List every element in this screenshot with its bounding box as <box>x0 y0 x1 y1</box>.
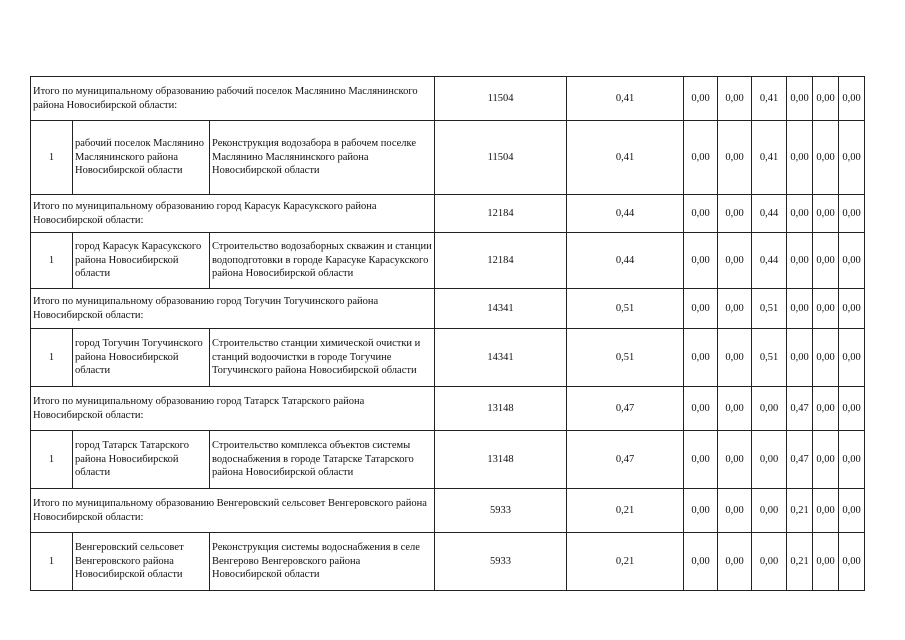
year-value-cell: 0,00 <box>839 233 865 289</box>
total-row <box>31 195 865 233</box>
volume-cell: 5933 <box>435 489 567 533</box>
year-value-cell: 0,41 <box>752 121 787 195</box>
row-number: 1 <box>31 233 73 289</box>
year-value-cell: 0,00 <box>787 289 813 329</box>
year-value-cell: 0,41 <box>752 77 787 121</box>
year-value-cell: 0,00 <box>684 387 718 431</box>
year-value-cell: 0,00 <box>718 431 752 489</box>
year-value-cell: 0,00 <box>839 77 865 121</box>
table-body <box>31 77 865 591</box>
municipality-name: рабочий поселок Маслянино Маслянинского района Новосибирской области <box>73 121 210 195</box>
year-value-cell: 0,00 <box>839 289 865 329</box>
year-value-cell: 0,00 <box>787 195 813 233</box>
year-value-cell: 0,00 <box>684 489 718 533</box>
share-cell: 0,44 <box>567 195 684 233</box>
volume-cell: 12184 <box>435 195 567 233</box>
municipality-name: город Тогучин Тогучинского района Новосибирской области <box>73 329 210 387</box>
year-value-cell: 0,00 <box>684 195 718 233</box>
year-value-cell: 0,00 <box>813 195 839 233</box>
year-value-cell: 0,00 <box>787 121 813 195</box>
year-value-cell: 0,00 <box>839 195 865 233</box>
year-value-cell: 0,00 <box>684 121 718 195</box>
share-cell: 0,51 <box>567 329 684 387</box>
year-value-cell: 0,00 <box>813 289 839 329</box>
year-value-cell: 0,00 <box>684 77 718 121</box>
total-label: Итого по муниципальному образованию город Тогучин Тогучинского района Новосибирской области: <box>31 289 435 329</box>
share-cell: 0,41 <box>567 121 684 195</box>
funding-table <box>30 76 865 591</box>
project-name: Реконструкция системы водоснабжения в селе Венгерово Венгеровского района Новосибирской области <box>210 533 435 591</box>
year-value-cell: 0,00 <box>839 489 865 533</box>
year-value-cell: 0,00 <box>839 329 865 387</box>
share-cell: 0,47 <box>567 431 684 489</box>
share-cell: 0,21 <box>567 489 684 533</box>
year-value-cell: 0,00 <box>813 533 839 591</box>
project-name: Строительство станции химической очистки и станций водоочистки в городе Тогучине Тогучинского района Новосибирской области <box>210 329 435 387</box>
year-value-cell: 0,00 <box>813 329 839 387</box>
year-value-cell: 0,00 <box>684 289 718 329</box>
municipality-name: город Татарск Татарского района Новосибирской области <box>73 431 210 489</box>
year-value-cell: 0,00 <box>839 533 865 591</box>
year-value-cell: 0,00 <box>752 431 787 489</box>
year-value-cell: 0,00 <box>718 533 752 591</box>
year-value-cell: 0,00 <box>718 121 752 195</box>
year-value-cell: 0,00 <box>684 431 718 489</box>
year-value-cell: 0,00 <box>752 489 787 533</box>
total-row <box>31 289 865 329</box>
table-row <box>31 533 865 591</box>
year-value-cell: 0,21 <box>787 489 813 533</box>
share-cell: 0,21 <box>567 533 684 591</box>
row-number: 1 <box>31 431 73 489</box>
project-name: Строительство водозаборных скважин и станции водоподготовки в городе Карасуке Карасукского района Новосибирской области <box>210 233 435 289</box>
year-value-cell: 0,00 <box>718 195 752 233</box>
share-cell: 0,44 <box>567 233 684 289</box>
row-number: 1 <box>31 533 73 591</box>
row-number: 1 <box>31 329 73 387</box>
year-value-cell: 0,44 <box>752 195 787 233</box>
year-value-cell: 0,00 <box>839 387 865 431</box>
total-label: Итого по муниципальному образованию Венгеровский сельсовет Венгеровского района Новосибирской области: <box>31 489 435 533</box>
volume-cell: 11504 <box>435 77 567 121</box>
volume-cell: 5933 <box>435 533 567 591</box>
table-row <box>31 121 865 195</box>
year-value-cell: 0,44 <box>752 233 787 289</box>
year-value-cell: 0,00 <box>813 233 839 289</box>
year-value-cell: 0,00 <box>839 431 865 489</box>
total-label: Итого по муниципальному образованию рабочий поселок Маслянино Маслянинского района Новосибирской области: <box>31 77 435 121</box>
year-value-cell: 0,00 <box>718 387 752 431</box>
share-cell: 0,47 <box>567 387 684 431</box>
year-value-cell: 0,00 <box>752 533 787 591</box>
volume-cell: 11504 <box>435 121 567 195</box>
share-cell: 0,51 <box>567 289 684 329</box>
project-name: Реконструкция водозабора в рабочем поселке Маслянино Маслянинского района Новосибирской области <box>210 121 435 195</box>
total-row <box>31 489 865 533</box>
year-value-cell: 0,00 <box>787 77 813 121</box>
year-value-cell: 0,00 <box>718 489 752 533</box>
year-value-cell: 0,00 <box>718 233 752 289</box>
table-row <box>31 329 865 387</box>
year-value-cell: 0,00 <box>839 121 865 195</box>
total-row <box>31 77 865 121</box>
year-value-cell: 0,00 <box>752 387 787 431</box>
total-label: Итого по муниципальному образованию город Карасук Карасукского района Новосибирской области: <box>31 195 435 233</box>
year-value-cell: 0,00 <box>684 233 718 289</box>
total-label: Итого по муниципальному образованию город Татарск Татарского района Новосибирской области: <box>31 387 435 431</box>
year-value-cell: 0,00 <box>684 329 718 387</box>
municipality-name: город Карасук Карасукского района Новосибирской области <box>73 233 210 289</box>
year-value-cell: 0,00 <box>787 329 813 387</box>
table-row <box>31 431 865 489</box>
year-value-cell: 0,00 <box>718 77 752 121</box>
year-value-cell: 0,00 <box>813 489 839 533</box>
year-value-cell: 0,21 <box>787 533 813 591</box>
year-value-cell: 0,47 <box>787 387 813 431</box>
volume-cell: 13148 <box>435 431 567 489</box>
year-value-cell: 0,00 <box>718 289 752 329</box>
year-value-cell: 0,00 <box>787 233 813 289</box>
volume-cell: 14341 <box>435 329 567 387</box>
volume-cell: 14341 <box>435 289 567 329</box>
municipality-name: Венгеровский сельсовет Венгеровского района Новосибирской области <box>73 533 210 591</box>
volume-cell: 13148 <box>435 387 567 431</box>
project-name: Строительство комплекса объектов системы водоснабжения в городе Татарске Татарского района Новосибирской области <box>210 431 435 489</box>
year-value-cell: 0,00 <box>813 387 839 431</box>
year-value-cell: 0,00 <box>813 77 839 121</box>
year-value-cell: 0,00 <box>813 431 839 489</box>
row-number: 1 <box>31 121 73 195</box>
year-value-cell: 0,51 <box>752 289 787 329</box>
year-value-cell: 0,00 <box>813 121 839 195</box>
year-value-cell: 0,00 <box>718 329 752 387</box>
year-value-cell: 0,51 <box>752 329 787 387</box>
total-row <box>31 387 865 431</box>
share-cell: 0,41 <box>567 77 684 121</box>
table-row <box>31 233 865 289</box>
year-value-cell: 0,47 <box>787 431 813 489</box>
year-value-cell: 0,00 <box>684 533 718 591</box>
volume-cell: 12184 <box>435 233 567 289</box>
